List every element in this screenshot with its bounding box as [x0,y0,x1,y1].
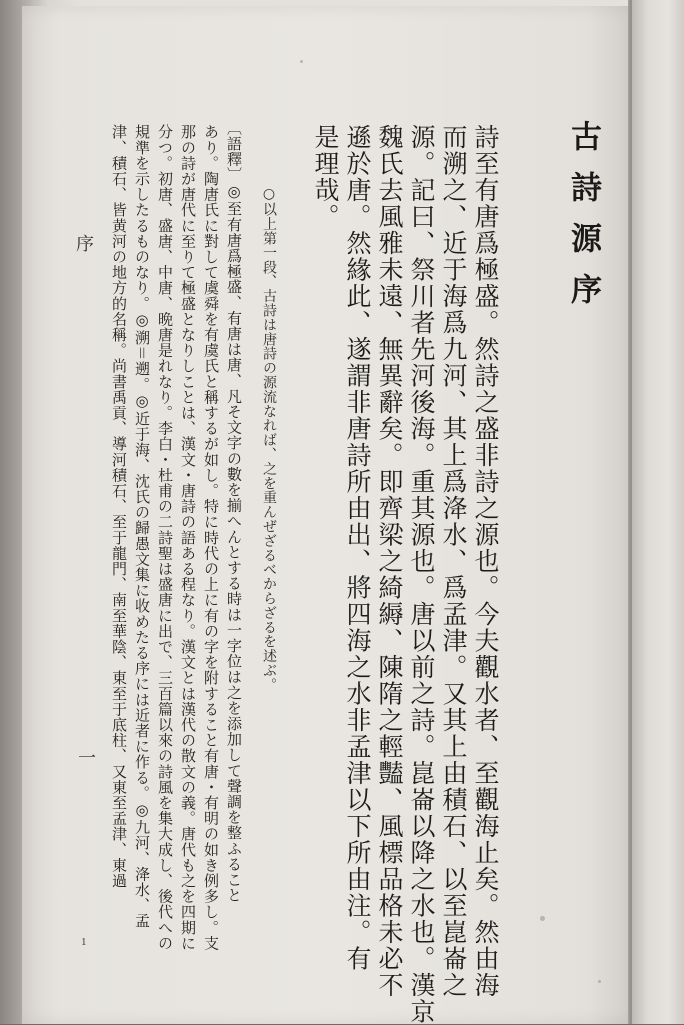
main-text-line-3: 源。記曰、祭川者先河後海。重其源也。唐以前之詩。崑崙以降之水也。漢京 [407,124,436,1025]
note-line-2: あり。陶唐氏に對して虞舜を有虞氏と稱するが如し。特に時代の上に有の字を附すること有唐・有明の如き例多し。支 [202,124,220,951]
section-summary: ○以上第一段、古詩は唐詩の源流なれば、之を重んぜざるべからざるを述ぶ。 [261,186,277,692]
page-number-kanji: 一 [78,748,96,769]
paper-speck [300,60,303,63]
note-line-3: 那の詩が唐代に至りて極盛となりしことは、漢文・唐詩の語ある程なり。漢文とは漢代の散文の義。唐代も之を四期に [179,124,197,951]
main-text-line-1: 詩至有唐爲極盛。然詩之盛非詩之源也。今夫觀水者、至觀海止矣。然由海 [471,124,500,999]
main-text-line-6: 是理哉。 [311,124,340,230]
paper-speck [598,980,601,983]
note-line-1: 〔語釋〕◎至有唐爲極盛、有唐は唐、凡そ文字の數を揃へんとする時は一字位は之を添加して聲調を整ふること [225,120,243,903]
page-title: 古詩源序 [565,120,601,324]
folio-number: 1 [81,936,87,948]
note-line-4: 分つ。初唐、盛唐、中唐、晩唐是れなり。李白・杜甫の二詩聖は盛唐に出で、三百篇以來の詩風を集大成し、後代への [156,124,174,951]
paper-speck [540,916,545,921]
main-text-line-5: 遜於唐。然緣此、遂謂非唐詩所由出、將四海之水非孟津以下所由注。有 [343,124,372,972]
note-line-5: 規準を示したるものなり。◎溯＝遡。◎近于海、沈氏の歸愚文集に收めたる序には近者に作る。◎九河、洚水、孟 [133,124,151,929]
note-line-6: 津、積石、皆黄河の地方的名稱。尚書禹貢、導河積石、至于龍門、南至華陰、東至于底柱、又東至孟津、東過 [110,124,128,889]
main-text-line-4: 魏氏去風雅未遠、無異辭矣。即齊梁之綺縟、陳隋之輕豔、風標品格未必不 [375,124,404,999]
main-text-line-2: 而溯之、近于海爲九河、其上爲洚水、爲孟津。又其上由積石、以至崑崙之 [439,124,468,999]
next-page-edge [632,0,684,1024]
running-head: 序 [76,234,94,255]
